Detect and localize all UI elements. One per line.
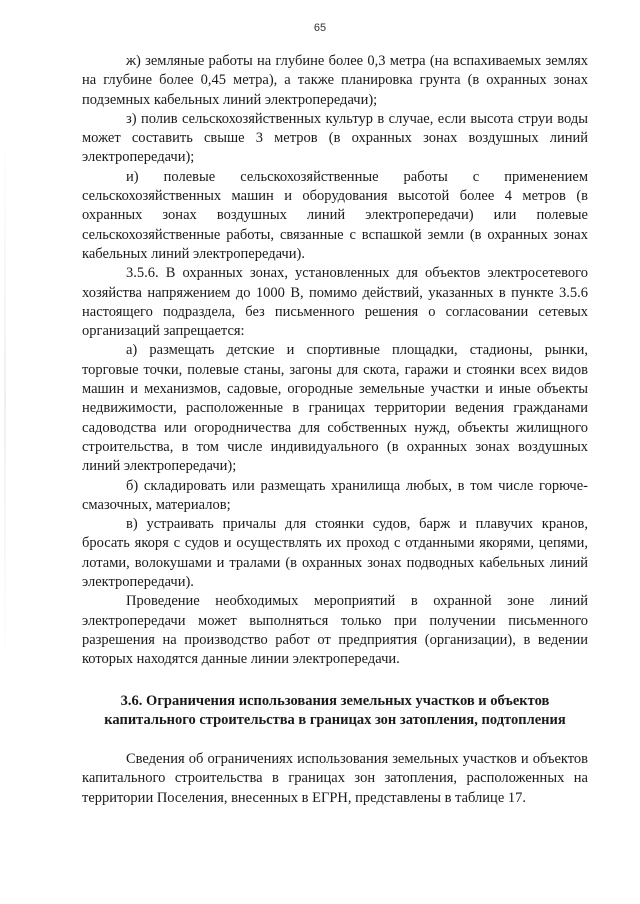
clause-3-5-6: 3.5.6. В охранных зонах, установленных для объектов электросетевого хозяйства напряжением до 1000 В, помимо действий, указанных в пункте 3.5.6 настоящего подраздела, без письменного решения о согласовании сетевых организаций запрещается:: [82, 265, 588, 340]
scan-edge-shadow: [4, 120, 6, 680]
list-item-a: а) размещать детские и спортивные площадки, стадионы, рынки, торговые точки, полевые станы, загоны для скота, гаражи и стоянки всех видов машин и механизмов, садовые, огородные земельные участки и иные объекты недвижимости, расположенные в границах территории ведения гражданами садоводства или огородничества для собственных нужд, объекты жилищного строительства, в том числе индивидуального (в охранных зонах воздушных линий электропередачи);: [82, 342, 588, 475]
section-heading: [82, 692, 588, 731]
closing-paragraph: Проведение необходимых мероприятий в охранной зоне линий электропередачи может выполняться только при получении письменного разрешения на производство работ от предприятия (организации), в ведении которых находятся данные линии электропередачи.: [82, 593, 588, 668]
list-item-i: и) полевые сельскохозяйственные работы с применением сельскохозяйственных машин и оборудования высотой более 4 метров (в охранных зонах воздушных линий электропередачи) или полевые сельскохозяйственные работы, связанные с вспашкой земли (в охранных зонах кабельных линий электропередачи).: [82, 168, 588, 262]
list-item-v: в) устраивать причалы для стоянки судов, барж и плавучих кранов, бросать якоря с судов и осуществлять их проход с отданными якорями, цепями, лотами, волокушами и тралами (в охранных зонах подводных кабельных линий электропередачи).: [82, 516, 588, 591]
list-item-zh: ж) земляные работы на глубине более 0,3 метра (на вспахиваемых землях на глубине более 0,45 метра), а также планировка грунта (в охранных зонах подземных кабельных линий электропередачи);: [82, 53, 588, 108]
page-number: 65: [313, 22, 327, 34]
document-body: [82, 52, 588, 808]
section-paragraph: Сведения об ограничениях использования земельных участков и объектов капитального строительства в границах зон затопления, расположенных на территории Поселения, внесенных в ЕГРН, представлены в таблице 17.: [82, 751, 588, 806]
list-item-b: б) складировать или размещать хранилища любых, в том числе горюче-смазочных, материалов;: [82, 477, 588, 513]
list-item-z: з) полив сельскохозяйственных культур в случае, если высота струи воды может составить свыше 3 метров (в охранных зонах воздушных линий электропередачи);: [82, 110, 588, 166]
section-heading-line-2: капитального строительства в границах зон затопления, подтопления: [104, 711, 566, 728]
section-heading-line-1: 3.6. Ограничения использования земельных участков и объектов: [120, 692, 550, 709]
